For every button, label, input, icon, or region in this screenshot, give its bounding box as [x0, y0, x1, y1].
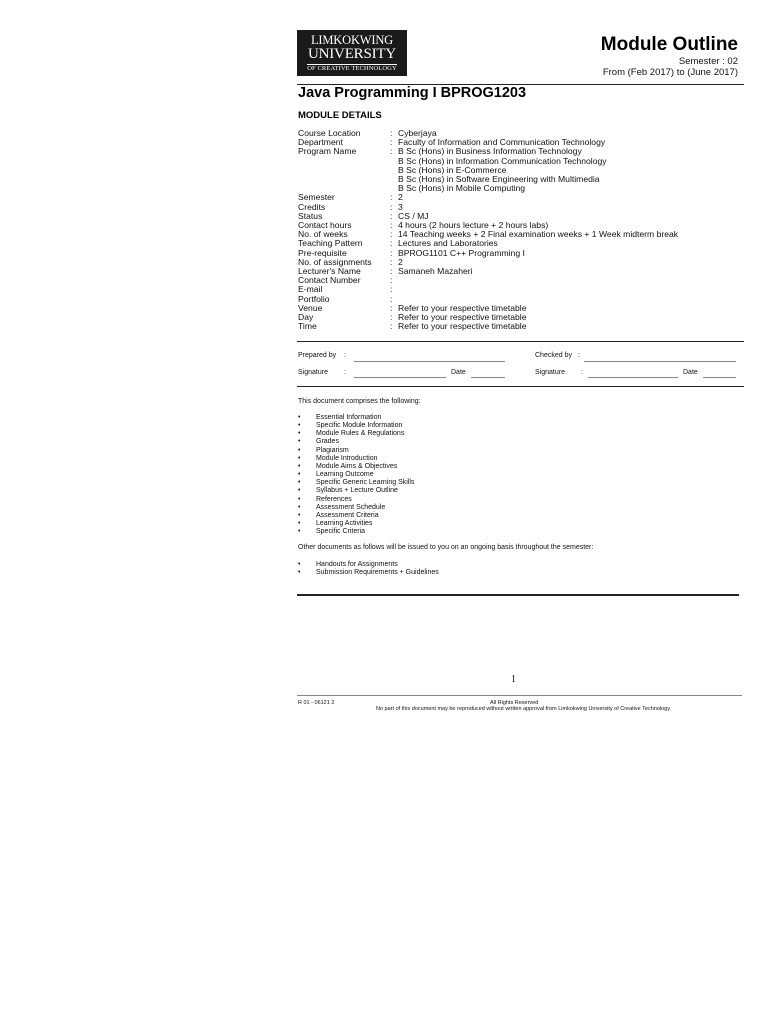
- detail-value: Lectures and Laboratories: [398, 238, 498, 249]
- detail-label: No. of assignments: [298, 256, 372, 267]
- detail-label: Lecturer's Name: [298, 266, 361, 277]
- detail-colon: [390, 175, 398, 184]
- detail-colon: :: [390, 293, 393, 304]
- footer-divider: [297, 695, 742, 696]
- detail-colon: :: [390, 302, 393, 313]
- detail-colon: :: [390, 312, 393, 323]
- list-item: [298, 496, 414, 504]
- detail-label: Program Name: [298, 146, 357, 157]
- bullet-icon: •: [298, 462, 301, 470]
- detail-label: E-mail: [298, 284, 323, 295]
- date-label-right: Date: [683, 369, 698, 376]
- details-divider: [297, 341, 744, 342]
- list-item-text: References: [316, 495, 352, 503]
- semester-period: From (Feb 2017) to (June 2017): [602, 67, 738, 78]
- detail-label: Course Location: [298, 128, 361, 138]
- date-label-left: Date: [451, 369, 466, 376]
- detail-label: Status: [298, 210, 323, 221]
- module-details-heading: MODULE DETAILS: [298, 110, 382, 121]
- list-item: [298, 561, 439, 569]
- detail-row: [298, 203, 678, 212]
- prepared-by-colon: :: [344, 352, 346, 359]
- detail-value: CS / MJ: [398, 210, 429, 221]
- detail-colon: [390, 166, 398, 175]
- date-field-right: [703, 377, 736, 378]
- bullet-icon: •: [298, 528, 301, 536]
- detail-value: Refer to your respective timetable: [398, 302, 527, 313]
- detail-value: B Sc (Hons) in Mobile Computing: [398, 183, 526, 194]
- document-type-title: Module Outline: [600, 34, 738, 55]
- list-item-text: Learning Activities: [316, 520, 373, 528]
- detail-label: No. of weeks: [298, 229, 348, 240]
- detail-value: B Sc (Hons) in Information Communication Technology: [398, 155, 607, 166]
- detail-value: 14 Teaching weeks + 2 Final examination weeks + 1 Week midterm break: [398, 229, 679, 240]
- list-item: [298, 430, 414, 438]
- detail-value: Refer to your respective timetable: [398, 312, 527, 323]
- detail-label: Venue: [298, 302, 323, 313]
- detail-label: [298, 175, 390, 184]
- copyright-notice: No part of this document may be reproduced without written approval from Limkokwing University of Creative Technology: [376, 706, 670, 712]
- bullet-icon: •: [298, 569, 301, 577]
- detail-colon: :: [390, 247, 393, 258]
- detail-label: Portfolio: [298, 293, 330, 304]
- semester-label: Semester : 02: [678, 56, 738, 67]
- list-item: [298, 447, 414, 455]
- detail-colon: :: [390, 210, 393, 221]
- detail-colon: :: [390, 266, 393, 277]
- detail-label: Pre-requisite: [298, 247, 347, 258]
- list-item: [298, 569, 439, 577]
- bullet-icon: •: [298, 495, 301, 503]
- list-item: [298, 512, 414, 520]
- contents-intro: This document comprises the following:: [298, 398, 421, 405]
- signature-field-right: [588, 377, 678, 378]
- list-item-text: Essential Information: [316, 414, 382, 421]
- checked-by-colon: :: [578, 352, 580, 359]
- detail-value: 2: [398, 192, 403, 203]
- signature-divider: [297, 386, 744, 387]
- list-item-text: Plagiarism: [316, 446, 349, 454]
- detail-value: 4 hours (2 hours lecture + 2 hours labs): [398, 220, 549, 231]
- list-item-text: Specific Module Information: [316, 422, 403, 430]
- bullet-icon: •: [298, 520, 301, 528]
- module-details-table: [298, 129, 678, 331]
- list-item-text: Assessment Criteria: [316, 511, 379, 519]
- list-item: [298, 504, 414, 512]
- detail-row: [298, 193, 678, 202]
- bullet-icon: •: [298, 511, 301, 519]
- list-item-text: Module Aims & Objectives: [316, 462, 398, 470]
- list-item: [298, 414, 414, 422]
- list-item-text: Assessment Schedule: [316, 503, 386, 511]
- detail-colon: :: [390, 137, 393, 148]
- checked-by-field: [584, 361, 736, 362]
- detail-label: Contact Number: [298, 275, 361, 286]
- list-item-text: Module Introduction: [316, 454, 378, 462]
- detail-label: Time: [298, 321, 317, 332]
- signature-field-left: [354, 377, 446, 378]
- detail-colon: :: [390, 238, 393, 249]
- detail-colon: :: [390, 192, 393, 203]
- logo-line-1: LIMKOKWING: [310, 32, 393, 47]
- detail-value: Faculty of Information and Communication Technology: [398, 137, 606, 148]
- bullet-icon: •: [298, 503, 301, 511]
- list-item-text: Handouts for Assignments: [316, 561, 398, 568]
- detail-label: Day: [298, 312, 314, 323]
- list-item-text: Learning Outcome: [316, 471, 374, 479]
- date-field-left: [471, 377, 505, 378]
- list-item-text: Specific Generic Learning Skills: [316, 479, 415, 487]
- detail-colon: :: [390, 201, 393, 212]
- detail-value: B Sc (Hons) in Software Engineering with Multimedia: [398, 174, 600, 185]
- detail-row: [298, 276, 678, 285]
- logo-line-2: UNIVERSITY: [308, 46, 396, 62]
- detail-value: Samaneh Mazaheri: [398, 266, 473, 277]
- detail-value: 3: [398, 201, 403, 212]
- logo-line-3: OF CREATIVE TECHNOLOGY: [307, 65, 397, 72]
- detail-colon: :: [390, 229, 393, 240]
- list-item-text: Grades: [316, 438, 339, 446]
- prepared-by-field: [354, 361, 505, 362]
- list-item-text: Syllabus + Lecture Outline: [316, 487, 398, 495]
- detail-colon: :: [390, 284, 393, 295]
- detail-row: [298, 285, 678, 294]
- bullet-icon: •: [298, 471, 301, 479]
- bullet-icon: •: [298, 414, 301, 421]
- bullet-icon: •: [298, 561, 301, 568]
- list-item-text: Specific Criteria: [316, 528, 366, 536]
- detail-row: [298, 322, 678, 331]
- bullet-icon: •: [298, 487, 301, 495]
- detail-colon: :: [390, 256, 393, 267]
- bullet-icon: •: [298, 454, 301, 462]
- detail-colon: [390, 157, 398, 166]
- detail-label: Credits: [298, 201, 326, 212]
- detail-label: Teaching Pattern: [298, 238, 363, 249]
- detail-value: B Sc (Hons) in Business Information Technology: [398, 146, 582, 157]
- list-item: [298, 422, 414, 430]
- detail-colon: :: [390, 128, 393, 138]
- detail-label: Contact hours: [298, 220, 352, 231]
- detail-row: [298, 184, 678, 193]
- bullet-icon: •: [298, 422, 301, 430]
- detail-label: [298, 166, 390, 175]
- signature-colon-left: :: [344, 369, 346, 376]
- signature-label-left: Signature: [298, 369, 328, 376]
- detail-label: Department: [298, 137, 343, 148]
- detail-colon: :: [390, 321, 393, 332]
- list-item-text: Submission Requirements + Guidelines: [316, 569, 439, 577]
- bullet-icon: •: [298, 446, 301, 454]
- detail-colon: :: [390, 275, 393, 286]
- list-item: [298, 528, 414, 536]
- list-item: [298, 471, 414, 479]
- bullet-icon: •: [298, 438, 301, 446]
- list-item: [298, 463, 414, 471]
- bullet-icon: •: [298, 430, 301, 438]
- list-item: [298, 487, 414, 495]
- detail-colon: :: [390, 220, 393, 231]
- module-title: Java Programming I BPROG1203: [298, 85, 527, 101]
- page-number: 1: [511, 674, 516, 685]
- other-documents-list: [298, 561, 439, 577]
- detail-value: B Sc (Hons) in E-Commerce: [398, 164, 507, 175]
- other-documents-intro: Other documents as follows will be issued to you on an ongoing basis throughout the semester:: [298, 544, 594, 551]
- rights-notice: All Rights Reserved: [490, 700, 539, 706]
- document-reference: R 01 - 06121 2: [298, 700, 335, 706]
- signature-colon-right: :: [581, 369, 583, 376]
- bullet-icon: •: [298, 479, 301, 487]
- contents-list: [298, 414, 414, 536]
- detail-value: BPROG1101 C++ Programming I: [398, 247, 525, 258]
- list-item: [298, 479, 414, 487]
- detail-label: [298, 157, 390, 166]
- prepared-by-label: Prepared by: [298, 352, 337, 359]
- list-item: [298, 520, 414, 528]
- detail-value: Cyberjaya: [398, 128, 437, 138]
- detail-value: 2: [398, 256, 403, 267]
- detail-label: Semester: [298, 192, 335, 203]
- list-item: [298, 438, 414, 446]
- checked-by-label: Checked by: [535, 352, 572, 359]
- list-item-text: Module Rules & Regulations: [316, 430, 405, 438]
- university-logo: [297, 30, 407, 76]
- contents-end-divider: [297, 594, 739, 596]
- detail-value: Refer to your respective timetable: [398, 321, 527, 332]
- list-item: [298, 455, 414, 463]
- signature-label-right: Signature: [535, 369, 565, 376]
- detail-colon: :: [390, 146, 393, 157]
